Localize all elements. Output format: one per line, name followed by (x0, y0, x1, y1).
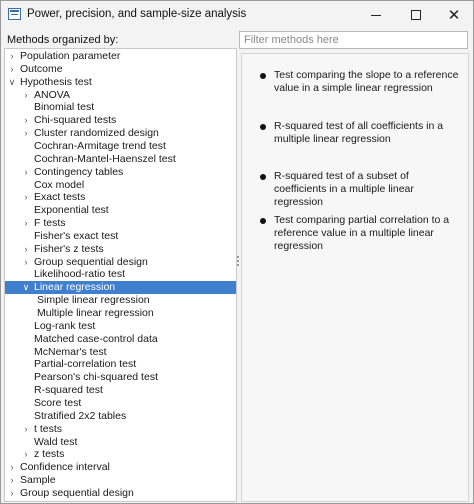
tree-item-label: Cox model (34, 178, 85, 191)
tree-item[interactable] (5, 217, 236, 230)
tree-item[interactable] (5, 114, 236, 127)
tree-item[interactable] (5, 204, 236, 217)
tree-item-label: R-squared test (34, 384, 103, 397)
tree-item-label: t tests (34, 422, 63, 435)
minimize-button[interactable] (357, 1, 395, 29)
tree-item[interactable] (5, 230, 236, 243)
chevron-right-icon[interactable]: › (10, 51, 14, 61)
tree-item[interactable] (5, 140, 236, 153)
tree-item-label: ANOVA (34, 88, 70, 101)
tree-item[interactable] (5, 101, 236, 114)
tree-item[interactable] (5, 294, 236, 307)
tree-item[interactable] (5, 397, 236, 410)
tree-item[interactable] (5, 487, 236, 500)
minimize-icon (371, 15, 381, 16)
chevron-right-icon[interactable]: › (10, 475, 14, 486)
tree-item[interactable] (5, 50, 236, 63)
tree-item-label: Population parameter (20, 50, 121, 62)
tree-item[interactable] (5, 76, 236, 89)
tree-item-label: z tests (34, 448, 65, 461)
pane-splitter[interactable] (237, 256, 239, 270)
tree-item[interactable] (5, 346, 236, 359)
chevron-right-icon[interactable]: › (24, 166, 28, 177)
bullet-icon (260, 218, 266, 224)
tree-item[interactable] (5, 384, 236, 397)
chevron-right-icon[interactable]: › (24, 89, 28, 100)
chevron-down-icon[interactable]: ∨ (8, 76, 16, 87)
tree-item[interactable] (5, 268, 236, 281)
tree-item-label: Likelihood-ratio test (34, 268, 126, 281)
window-title: Power, precision, and sample-size analysis (27, 8, 247, 20)
chevron-right-icon[interactable]: › (24, 449, 28, 460)
chevron-right-icon[interactable]: › (10, 63, 14, 74)
tree-item[interactable] (5, 371, 236, 384)
tree-item-label: Group sequential design (34, 255, 148, 268)
close-icon: ✕ (447, 6, 461, 24)
bullet-icon (260, 174, 266, 180)
tree-item-label: Matched case-control data (34, 332, 158, 345)
chevron-right-icon[interactable]: › (24, 192, 28, 203)
method-description-text: R-squared test of a subset of coefficients in a multiple linear regression (274, 170, 414, 208)
chevron-down-icon[interactable]: ∨ (22, 282, 30, 293)
chevron-right-icon[interactable]: › (10, 462, 14, 473)
tree-item[interactable] (5, 474, 236, 487)
tree-item-label: Cochran-Armitage trend test (34, 139, 166, 152)
method-description-text: Test comparing partial correlation to a reference value in a multiple linear regression (274, 214, 450, 252)
tree-item-label: Cluster randomized design (34, 127, 159, 140)
tree-item[interactable] (5, 191, 236, 204)
tree-item-label: Pearson's chi-squared test (34, 371, 158, 384)
maximize-button[interactable] (397, 1, 435, 29)
filter-methods-input[interactable] (239, 31, 468, 49)
tree-item-label: Chi-squared tests (34, 114, 117, 127)
chevron-right-icon[interactable]: › (10, 487, 14, 498)
tree-item[interactable] (5, 320, 236, 333)
tree-item-label: Score test (34, 396, 82, 409)
chevron-right-icon[interactable]: › (24, 243, 28, 254)
tree-item[interactable] (5, 307, 236, 320)
tree-item-label: F tests (34, 217, 66, 230)
tree-item[interactable] (5, 63, 236, 76)
tree-item[interactable] (5, 243, 236, 256)
tree-item-label: Multiple linear regression (37, 307, 154, 319)
tree-item[interactable] (5, 153, 236, 166)
tree-item[interactable] (5, 333, 236, 346)
tree-item[interactable] (5, 256, 236, 269)
tree-item[interactable] (5, 436, 236, 449)
tree-item-label: Exponential test (34, 204, 109, 217)
tree-item-label: Wald test (34, 435, 78, 448)
tree-item[interactable] (5, 461, 236, 474)
tree-item-label: Contingency tables (34, 165, 124, 178)
chevron-right-icon[interactable]: › (24, 218, 28, 229)
chevron-right-icon[interactable]: › (24, 256, 28, 267)
chevron-right-icon[interactable]: › (24, 128, 28, 139)
tree-item-label: Exact tests (34, 191, 86, 204)
tree-item-label: Binomial test (34, 101, 95, 114)
tree-item[interactable] (5, 423, 236, 436)
tree-item-label: Partial-correlation test (34, 358, 137, 371)
method-description-text: R-squared test of all coefficients in a multiple linear regression (274, 120, 444, 145)
bullet-icon (260, 73, 266, 79)
tree-item[interactable] (5, 166, 236, 179)
methods-tree[interactable] (4, 48, 237, 502)
tree-item[interactable] (5, 179, 236, 192)
tree-item-label: McNemar's test (34, 345, 107, 358)
title-bar[interactable] (1, 1, 473, 29)
maximize-icon (411, 10, 421, 20)
bullet-icon (260, 124, 266, 130)
tree-item[interactable] (5, 89, 236, 102)
tree-item-label: Group sequential design (20, 486, 134, 499)
tree-item-label: Simple linear regression (37, 294, 150, 307)
tree-item-label: Cochran-Mantel-Haenszel test (34, 152, 176, 165)
close-button[interactable] (435, 1, 473, 29)
tree-item[interactable] (5, 127, 236, 140)
tree-item-label: Sample (20, 474, 56, 487)
tree-item-label: Stratified 2x2 tables (34, 409, 127, 422)
tree-item-label: Fisher's z tests (34, 242, 104, 255)
chevron-right-icon[interactable]: › (24, 423, 28, 434)
chevron-right-icon[interactable]: › (24, 115, 28, 126)
tree-item[interactable] (5, 358, 236, 371)
tree-item[interactable] (5, 281, 236, 294)
tree-item-label: Outcome (20, 62, 63, 75)
tree-item-label: Log-rank test (34, 319, 96, 332)
methods-organized-label: Methods organized by: (7, 34, 119, 46)
tree-item-label: Confidence interval (20, 461, 110, 474)
tree-item-label: Fisher's exact test (34, 229, 119, 242)
tree-item[interactable] (5, 448, 236, 461)
tree-item-label: Hypothesis test (20, 75, 92, 88)
app-icon (8, 8, 21, 20)
tree-item[interactable] (5, 410, 236, 423)
method-details-panel (241, 53, 469, 502)
tree-item-label: Linear regression (34, 281, 116, 294)
method-description-text: Test comparing the slope to a reference value in a simple linear regression (274, 69, 459, 94)
